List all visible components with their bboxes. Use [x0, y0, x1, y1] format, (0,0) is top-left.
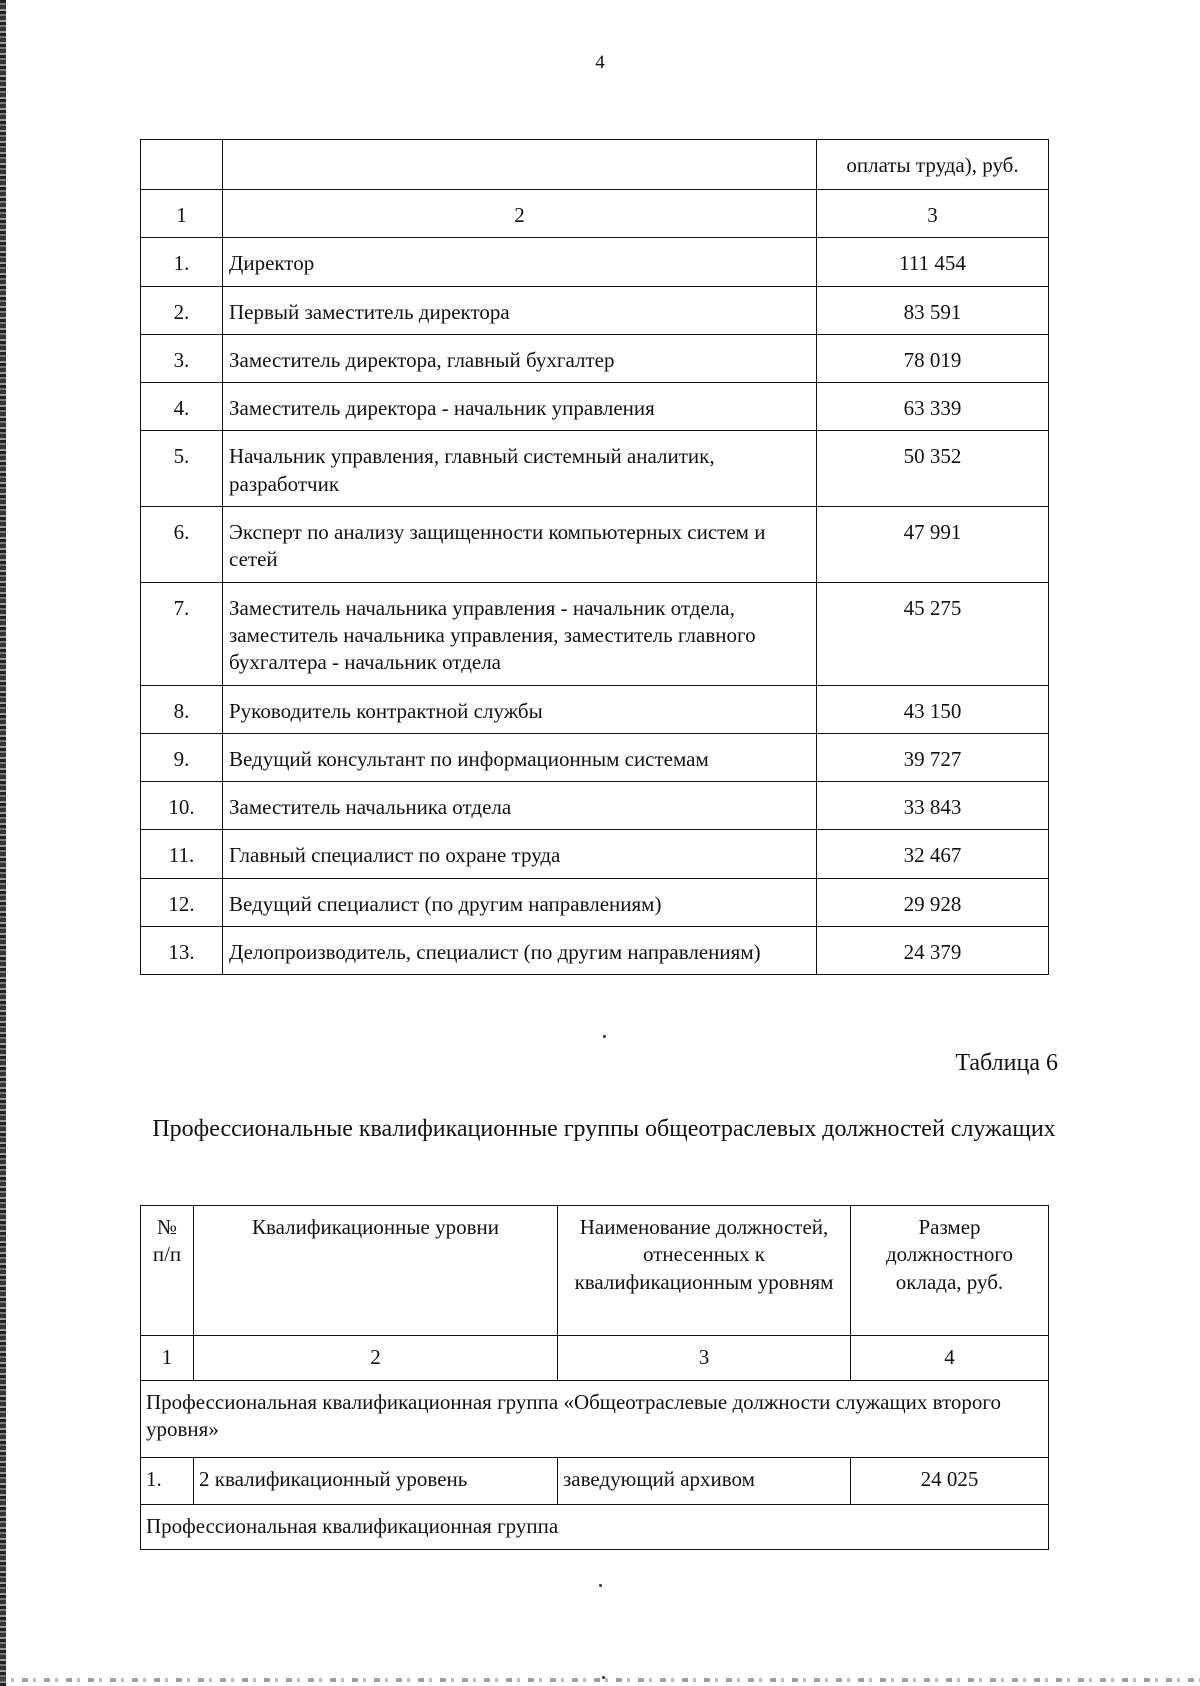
- row-number: 1.: [141, 238, 223, 286]
- row-number: 8.: [141, 685, 223, 733]
- column-number: 1: [141, 190, 223, 238]
- row-number: 2.: [141, 286, 223, 334]
- table-row: [141, 383, 1049, 431]
- salary-value: 83 591: [817, 286, 1049, 334]
- position-name: Эксперт по анализу защищенности компьютерных систем и сетей: [223, 507, 817, 583]
- header-cell: Размер должностного оклада, руб.: [851, 1206, 1049, 1336]
- salary-value: 50 352: [817, 431, 1049, 507]
- row-number: 11.: [141, 830, 223, 878]
- page-number: 4: [595, 52, 605, 73]
- table-row: [141, 927, 1049, 975]
- salary-value: 111 454: [817, 238, 1049, 286]
- salary-value: 47 991: [817, 507, 1049, 583]
- salary-value: 32 467: [817, 830, 1049, 878]
- row-number: 13.: [141, 927, 223, 975]
- position-name: Заместитель директора - начальник управления: [223, 383, 817, 431]
- table-row: [141, 582, 1049, 685]
- column-number: 3: [817, 190, 1049, 238]
- qualification-level: 2 квалификационный уровень: [194, 1458, 558, 1505]
- table-row: [141, 286, 1049, 334]
- row-number: 5.: [141, 431, 223, 507]
- column-numbers-row: [141, 190, 1049, 238]
- position-name: Главный специалист по охране труда: [223, 830, 817, 878]
- column-number: 2: [194, 1336, 558, 1381]
- column-number: 1: [141, 1336, 194, 1381]
- table-row: [141, 507, 1049, 583]
- column-number: 3: [558, 1336, 851, 1381]
- row-number: 1.: [141, 1458, 194, 1505]
- table-row: [141, 685, 1049, 733]
- row-number: 12.: [141, 878, 223, 926]
- row-number: 7.: [141, 582, 223, 685]
- scan-speck: [603, 1035, 606, 1038]
- row-number: 6.: [141, 507, 223, 583]
- salary-value: 24 025: [851, 1458, 1049, 1505]
- table-caption: Таблица 6: [955, 1050, 1058, 1076]
- table-header-continuation: [141, 140, 1049, 190]
- row-number: 4.: [141, 383, 223, 431]
- qualification-groups-table: [140, 1205, 1049, 1550]
- scan-bottom-noise: [0, 1678, 1200, 1682]
- column-number: 2: [223, 190, 817, 238]
- salary-value: 33 843: [817, 782, 1049, 830]
- table-row: [141, 334, 1049, 382]
- salary-value: 63 339: [817, 383, 1049, 431]
- position-name: Первый заместитель директора: [223, 286, 817, 334]
- salary-value: 24 379: [817, 927, 1049, 975]
- header-cell: № п/п: [141, 1206, 194, 1336]
- row-number: 10.: [141, 782, 223, 830]
- group-row: [141, 1505, 1049, 1550]
- position-name: Ведущий специалист (по другим направлениям): [223, 878, 817, 926]
- table-row: [141, 782, 1049, 830]
- position-name: Ведущий консультант по информационным системам: [223, 733, 817, 781]
- table-row: [141, 878, 1049, 926]
- salary-value: 29 928: [817, 878, 1049, 926]
- group-title: Профессиональная квалификационная группа «Общеотраслевые должности служащих второго уровня»: [141, 1381, 1049, 1458]
- table-row: [141, 1458, 1049, 1505]
- header-cell: оплаты труда), руб.: [817, 140, 1049, 190]
- header-cell: [141, 140, 223, 190]
- table-row: [141, 431, 1049, 507]
- salary-value: 78 019: [817, 334, 1049, 382]
- scan-speck: [602, 1676, 605, 1679]
- header-cell: Квалификационные уровни: [194, 1206, 558, 1336]
- position-name: Руководитель контрактной службы: [223, 685, 817, 733]
- position-name: Заместитель начальника управления - начальник отдела, заместитель начальника управления, заместитель главного бухгалтера - начальник отдела: [223, 582, 817, 685]
- table-row: [141, 830, 1049, 878]
- group-title: Профессиональная квалификационная группа: [141, 1505, 1049, 1550]
- column-numbers-row: [141, 1336, 1049, 1381]
- salary-table: [140, 139, 1049, 975]
- salary-value: 43 150: [817, 685, 1049, 733]
- position-name: Делопроизводитель, специалист (по другим направлениям): [223, 927, 817, 975]
- position-name: Заместитель директора, главный бухгалтер: [223, 334, 817, 382]
- scan-edge: [0, 0, 6, 1686]
- position-name: Директор: [223, 238, 817, 286]
- row-number: 9.: [141, 733, 223, 781]
- salary-value: 39 727: [817, 733, 1049, 781]
- header-cell: [223, 140, 817, 190]
- table-title: Профессиональные квалификационные группы общеотраслевых должностей служащих: [152, 1116, 1056, 1142]
- group-row: [141, 1381, 1049, 1458]
- column-number: 4: [851, 1336, 1049, 1381]
- position-name: Заместитель начальника отдела: [223, 782, 817, 830]
- position-name: заведующий архивом: [558, 1458, 851, 1505]
- header-cell: Наименование должностей, отнесенных к квалификационным уровням: [558, 1206, 851, 1336]
- scan-speck: [599, 1584, 602, 1587]
- table-header-row: [141, 1206, 1049, 1336]
- position-name: Начальник управления, главный системный аналитик, разработчик: [223, 431, 817, 507]
- table-row: [141, 238, 1049, 286]
- table-row: [141, 733, 1049, 781]
- row-number: 3.: [141, 334, 223, 382]
- salary-value: 45 275: [817, 582, 1049, 685]
